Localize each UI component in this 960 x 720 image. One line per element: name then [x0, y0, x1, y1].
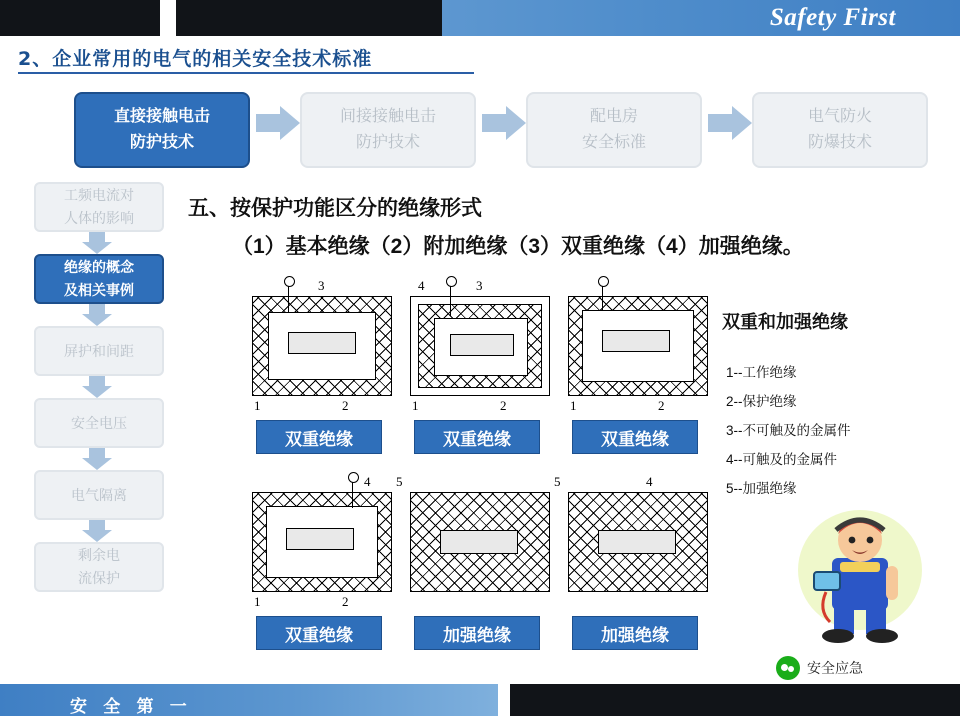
terminal-dot: [598, 276, 609, 287]
flow-item-line2: 防护技术: [129, 134, 194, 151]
flow-item-line2: 防爆技术: [807, 134, 872, 151]
badge-label: 安全应急: [807, 660, 863, 676]
flow-item-indirect-contact[interactable]: [300, 92, 476, 168]
figure-6-top-label-4: 4: [646, 474, 653, 489]
sidebar-arrow-1: [34, 232, 160, 254]
sidebar-item-line1: 工频电流对: [64, 187, 134, 203]
conductor-core: [286, 528, 354, 550]
sidebar-item-line1: 安全电压: [71, 414, 127, 431]
figure-3-canvas: [568, 296, 706, 394]
figure-4-label-2: 2: [342, 594, 349, 609]
flow-item-line1: 直接接触电击: [113, 108, 210, 125]
diagram-grid: [252, 278, 712, 664]
sidebar-item-line1: 电气隔离: [71, 486, 127, 503]
banner-block-mid: [176, 0, 442, 36]
figure-6-canvas: [554, 474, 706, 590]
figure-5-caption: 加强绝缘: [414, 616, 540, 650]
top-banner: [0, 0, 960, 38]
figure-2-label-1: 1: [412, 398, 419, 413]
figure-4-top-label-4: 4: [364, 474, 371, 489]
flow-item-line2: 防护技术: [355, 134, 420, 151]
figure-4-canvas: [252, 474, 390, 590]
footer-text: 安 全 第 一: [70, 697, 193, 716]
sidebar-item-insulation-concept[interactable]: [34, 254, 164, 304]
top-flow: [60, 86, 940, 172]
sidebar-arrow-4: [34, 448, 160, 470]
figure-1-caption: 双重绝缘: [256, 420, 382, 454]
sidebar-item-residual-current[interactable]: [34, 542, 164, 592]
figure-4-caption: 双重绝缘: [256, 616, 382, 650]
conductor-core: [288, 332, 356, 354]
sidebar-item-shielding[interactable]: [34, 326, 164, 376]
sidebar-item-electrical-isolation[interactable]: [34, 470, 164, 520]
figure-1-canvas: [252, 278, 390, 394]
legend-item-3: 3--不可触及的金属件: [726, 423, 851, 438]
figure-6-top-label-5: 5: [554, 474, 561, 489]
flow-arrow-1: [256, 106, 300, 140]
flow-item-line1: 电气防火: [807, 108, 872, 125]
footer-block-right: [510, 684, 960, 716]
cartoon-electrician-icon: [790, 500, 930, 650]
sidebar-item-line2: 人体的影响: [64, 210, 134, 226]
figure-5-canvas: [396, 474, 548, 590]
sidebar-item-line1: 剩余电: [78, 547, 120, 563]
figure-3-label-2: 2: [658, 398, 665, 413]
legend-item-1: 1--工作绝缘: [726, 365, 797, 380]
sidebar-item-power-frequency[interactable]: [34, 182, 164, 232]
terminal-dot: [284, 276, 295, 287]
terminal-dot: [348, 472, 359, 483]
figure-3-caption: 双重绝缘: [572, 420, 698, 454]
legend-list: [726, 358, 851, 503]
flow-item-fire-explosion[interactable]: [752, 92, 928, 168]
footer-gradient: [0, 684, 498, 716]
sidebar-item-line2: 流保护: [78, 570, 120, 586]
sidebar-item-line1: 绝缘的概念: [64, 259, 134, 275]
flow-item-direct-contact[interactable]: [74, 92, 250, 168]
legend-item-4: 4--可触及的金属件: [726, 452, 837, 467]
section-title: 五、按保护功能区分的绝缘形式: [188, 197, 482, 220]
figure-2-label-2: 2: [500, 398, 507, 413]
sidebar-item-safety-voltage[interactable]: [34, 398, 164, 448]
conductor-core: [598, 530, 676, 554]
flow-arrow-3: [708, 106, 752, 140]
title-underline: [18, 72, 474, 74]
footer-bar: [0, 682, 960, 720]
figure-2-top-label-4: 4: [418, 278, 425, 293]
flow-item-distribution-room[interactable]: [526, 92, 702, 168]
figure-1-label-1: 1: [254, 398, 261, 413]
conductor-core: [450, 334, 514, 356]
legend-item-2: 2--保护绝缘: [726, 394, 797, 409]
page-title: 2、企业常用的电气的相关安全技术标准: [18, 48, 373, 70]
sidebar-flow: [34, 182, 162, 592]
conductor-core: [440, 530, 518, 554]
figure-1-label-2: 2: [342, 398, 349, 413]
banner-title: Safety First: [769, 4, 896, 31]
lead-line: [288, 284, 289, 312]
figure-4-label-1: 1: [254, 594, 261, 609]
flow-item-line2: 安全标准: [581, 134, 646, 151]
sidebar-item-line2: 及相关事例: [64, 282, 134, 298]
figure-5-top-label-5: 5: [396, 474, 403, 489]
legend-item-5: 5--加强绝缘: [726, 481, 797, 496]
sidebar-item-line1: 屏护和间距: [64, 342, 134, 359]
conductor-core: [602, 330, 670, 352]
figure-2-top-label-3: 3: [476, 278, 483, 293]
section-subtitle: （1）基本绝缘（2）附加绝缘（3）双重绝缘（4）加强绝缘。: [232, 235, 804, 258]
terminal-dot: [446, 276, 457, 287]
lead-line: [602, 284, 603, 310]
wechat-icon: [776, 656, 800, 680]
figure-3-label-1: 1: [570, 398, 577, 413]
figure-2-caption: 双重绝缘: [414, 420, 540, 454]
sidebar-arrow-3: [34, 376, 160, 398]
sidebar-arrow-5: [34, 520, 160, 542]
figure-2-canvas: [410, 278, 548, 394]
lead-line: [352, 480, 353, 508]
legend-title: 双重和加强绝缘: [722, 312, 848, 332]
figure-1-top-label-3: 3: [318, 278, 325, 293]
banner-block-left: [0, 0, 160, 36]
lead-line: [450, 284, 451, 316]
wechat-account-badge: [776, 656, 863, 680]
flow-arrow-2: [482, 106, 526, 140]
flow-item-line1: 配电房: [589, 108, 638, 125]
sidebar-arrow-2: [34, 304, 160, 326]
figure-6-caption: 加强绝缘: [572, 616, 698, 650]
flow-item-line1: 间接接触电击: [339, 108, 436, 125]
